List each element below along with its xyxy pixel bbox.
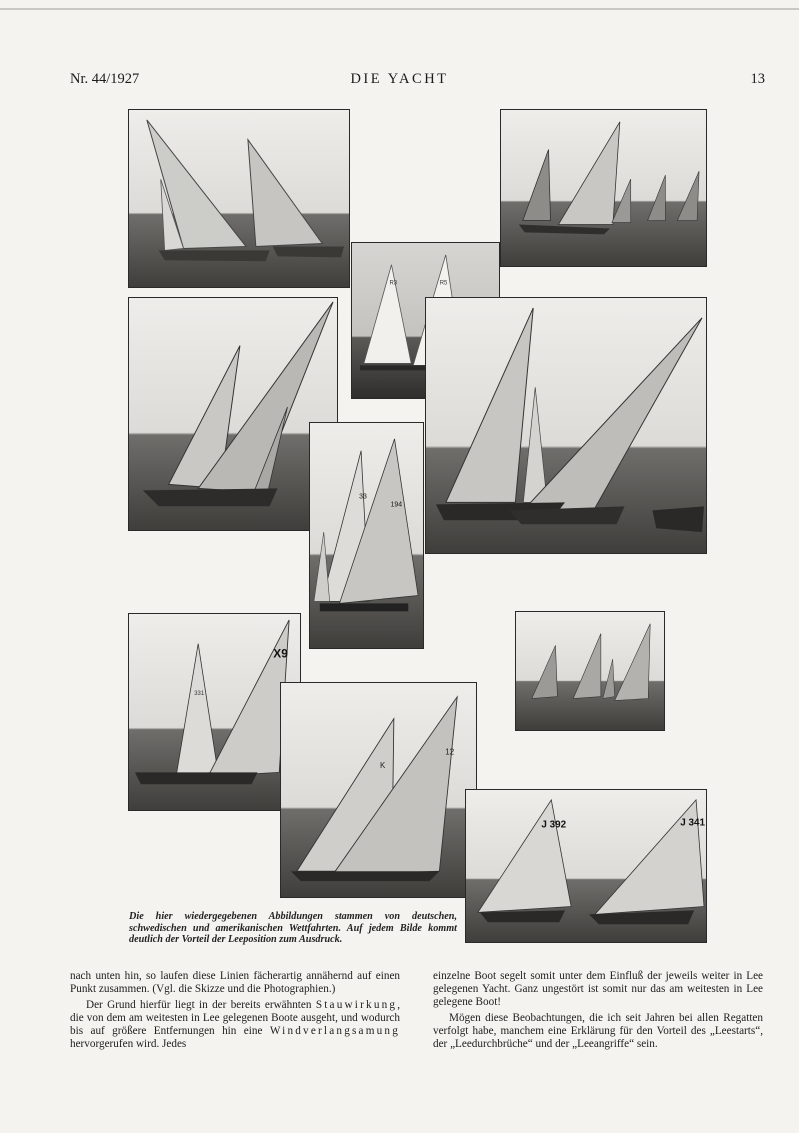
magazine-title: DIE YACHT [350,71,449,87]
page-header [0,71,799,87]
sail-number-33: 33 [359,493,367,501]
sail-number-r3: R3 [389,280,398,287]
paragraph: Mögen diese Beobachtungen, die ich seit Jahren bei allen Regatten verfolgt habe, manchem eine Erklärung für den Vorteil des „Leestarts“, der „Leedurchbrüche“ und der „Leeangriffe“ sein. [433,1012,763,1050]
photo-k-yachts [280,682,477,898]
sail-number-x9: X9 [273,646,288,661]
figure-caption: Die hier wiedergegebenen Abbildungen stammen von deutschen, schwedischen und amerikanischen Wettfahrten. Auf jedem Bilde kommt deutlich der Vorteil der Leeposition zum Ausdruck. [129,911,457,946]
photo-three-yachts [515,611,665,731]
photo-sailboat-heeling [128,297,338,531]
sail-number-j392: J 392 [541,819,567,831]
sail-number-k: K [379,761,386,771]
sail-number-j341: J 341 [680,817,705,829]
photo-fleet-racing [500,109,707,267]
paragraph: einzelne Boot segelt somit unter dem Einfluß der jeweils weiter in Lee gelegenen Yacht. Ganz ungestört ist somit nur das am weitesten in Lee gelegene Boot! [433,970,763,1008]
page-number: 13 [750,71,765,87]
photo-star-boats [309,422,424,649]
paragraph: nach unten hin, so laufen diese Linien fächerartig annähernd auf einen Punkt zusammen. (Vgl. die Skizze und die Photographien.) [70,970,400,995]
paragraph: Der Grund hierfür liegt in der bereits erwähnten Stauwirkung, die von dem am weitesten in Lee gelegenen Boote ausgeht, und wodurch bis auf größere Entfernungen hin eine Windverlangsamung hervorgerufen wird. Jedes [70,999,401,1050]
sail-number-r5: R5 [439,280,448,287]
body-column-left [70,970,400,1051]
body-column-right [433,970,763,1051]
sail-number-12: 12 [445,747,455,757]
photo-yachts-lee-position [425,297,707,554]
top-rule [0,8,799,10]
issue-number: Nr. 44/1927 [70,71,140,87]
sail-number-331: 331 [194,691,205,698]
photo-two-yachts-sailing-left [128,109,350,288]
sail-number-194: 194 [390,501,403,509]
photo-x9-yacht [128,613,301,811]
photo-j-class-yachts [465,789,707,943]
